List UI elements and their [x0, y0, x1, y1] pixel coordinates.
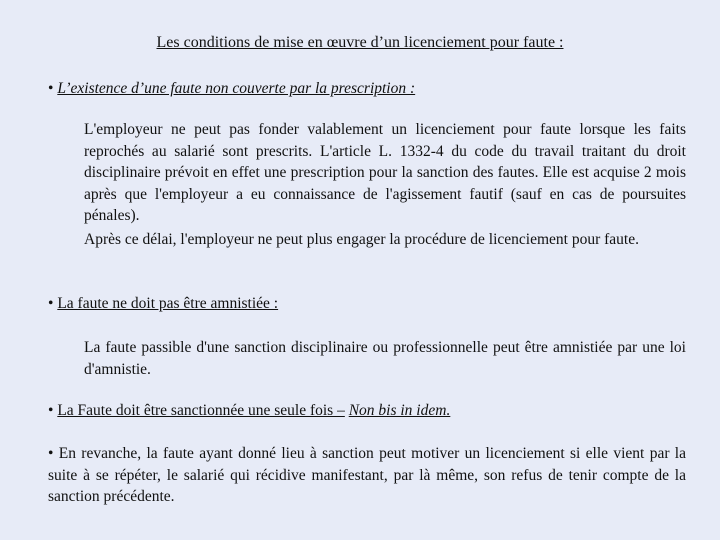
section-heading-prescription — [48, 78, 688, 100]
heading-text: La Faute doit être sanctionnée une seule fois – — [57, 402, 345, 419]
slide-title: Les conditions de mise en œuvre d’un licenciement pour faute : — [156, 34, 564, 51]
paragraph-recidive — [48, 443, 686, 508]
heading-latin: Non bis in idem. — [348, 402, 451, 419]
paragraph-prescription-delay: Après ce délai, l'employeur ne peut plus engager la procédure de licenciement pour faute. — [84, 231, 639, 248]
bullet: • — [48, 402, 54, 419]
section-heading-non-bis-in-idem — [48, 400, 688, 422]
heading-text: L’existence d’une faute non couverte par la prescription : — [57, 80, 416, 97]
bullet: • — [48, 80, 54, 97]
paragraph-amnistie: La faute passible d'une sanction disciplinaire ou professionnelle peut être amnistiée par une loi d'amnistie. — [84, 339, 686, 378]
bullet: • — [48, 445, 54, 462]
paragraph-recidive-text: En revanche, la faute ayant donné lieu à sanction peut motiver un licenciement si elle vient par la suite à se répéter, le salarié qui récidive manifestant, par là même, son refus de tenir compte de la sanction précédente. — [48, 445, 686, 506]
heading-text: La faute ne doit pas être amnistiée : — [57, 295, 279, 312]
section-heading-amnistie — [48, 293, 688, 315]
bullet: • — [48, 295, 54, 312]
paragraph-prescription: L'employeur ne peut pas fonder valablement un licenciement pour faute lorsque les faits reprochés au salarié sont prescrits. L'article L. 1332-4 du code du travail traitant du droit disciplinaire prévoit en effet une prescription pour la sanction des fautes. Elle est acquise 2 mois après que l'employeur a eu connaissance de l'agissement fautif (sauf en cas de poursuites pénales). — [84, 121, 686, 225]
